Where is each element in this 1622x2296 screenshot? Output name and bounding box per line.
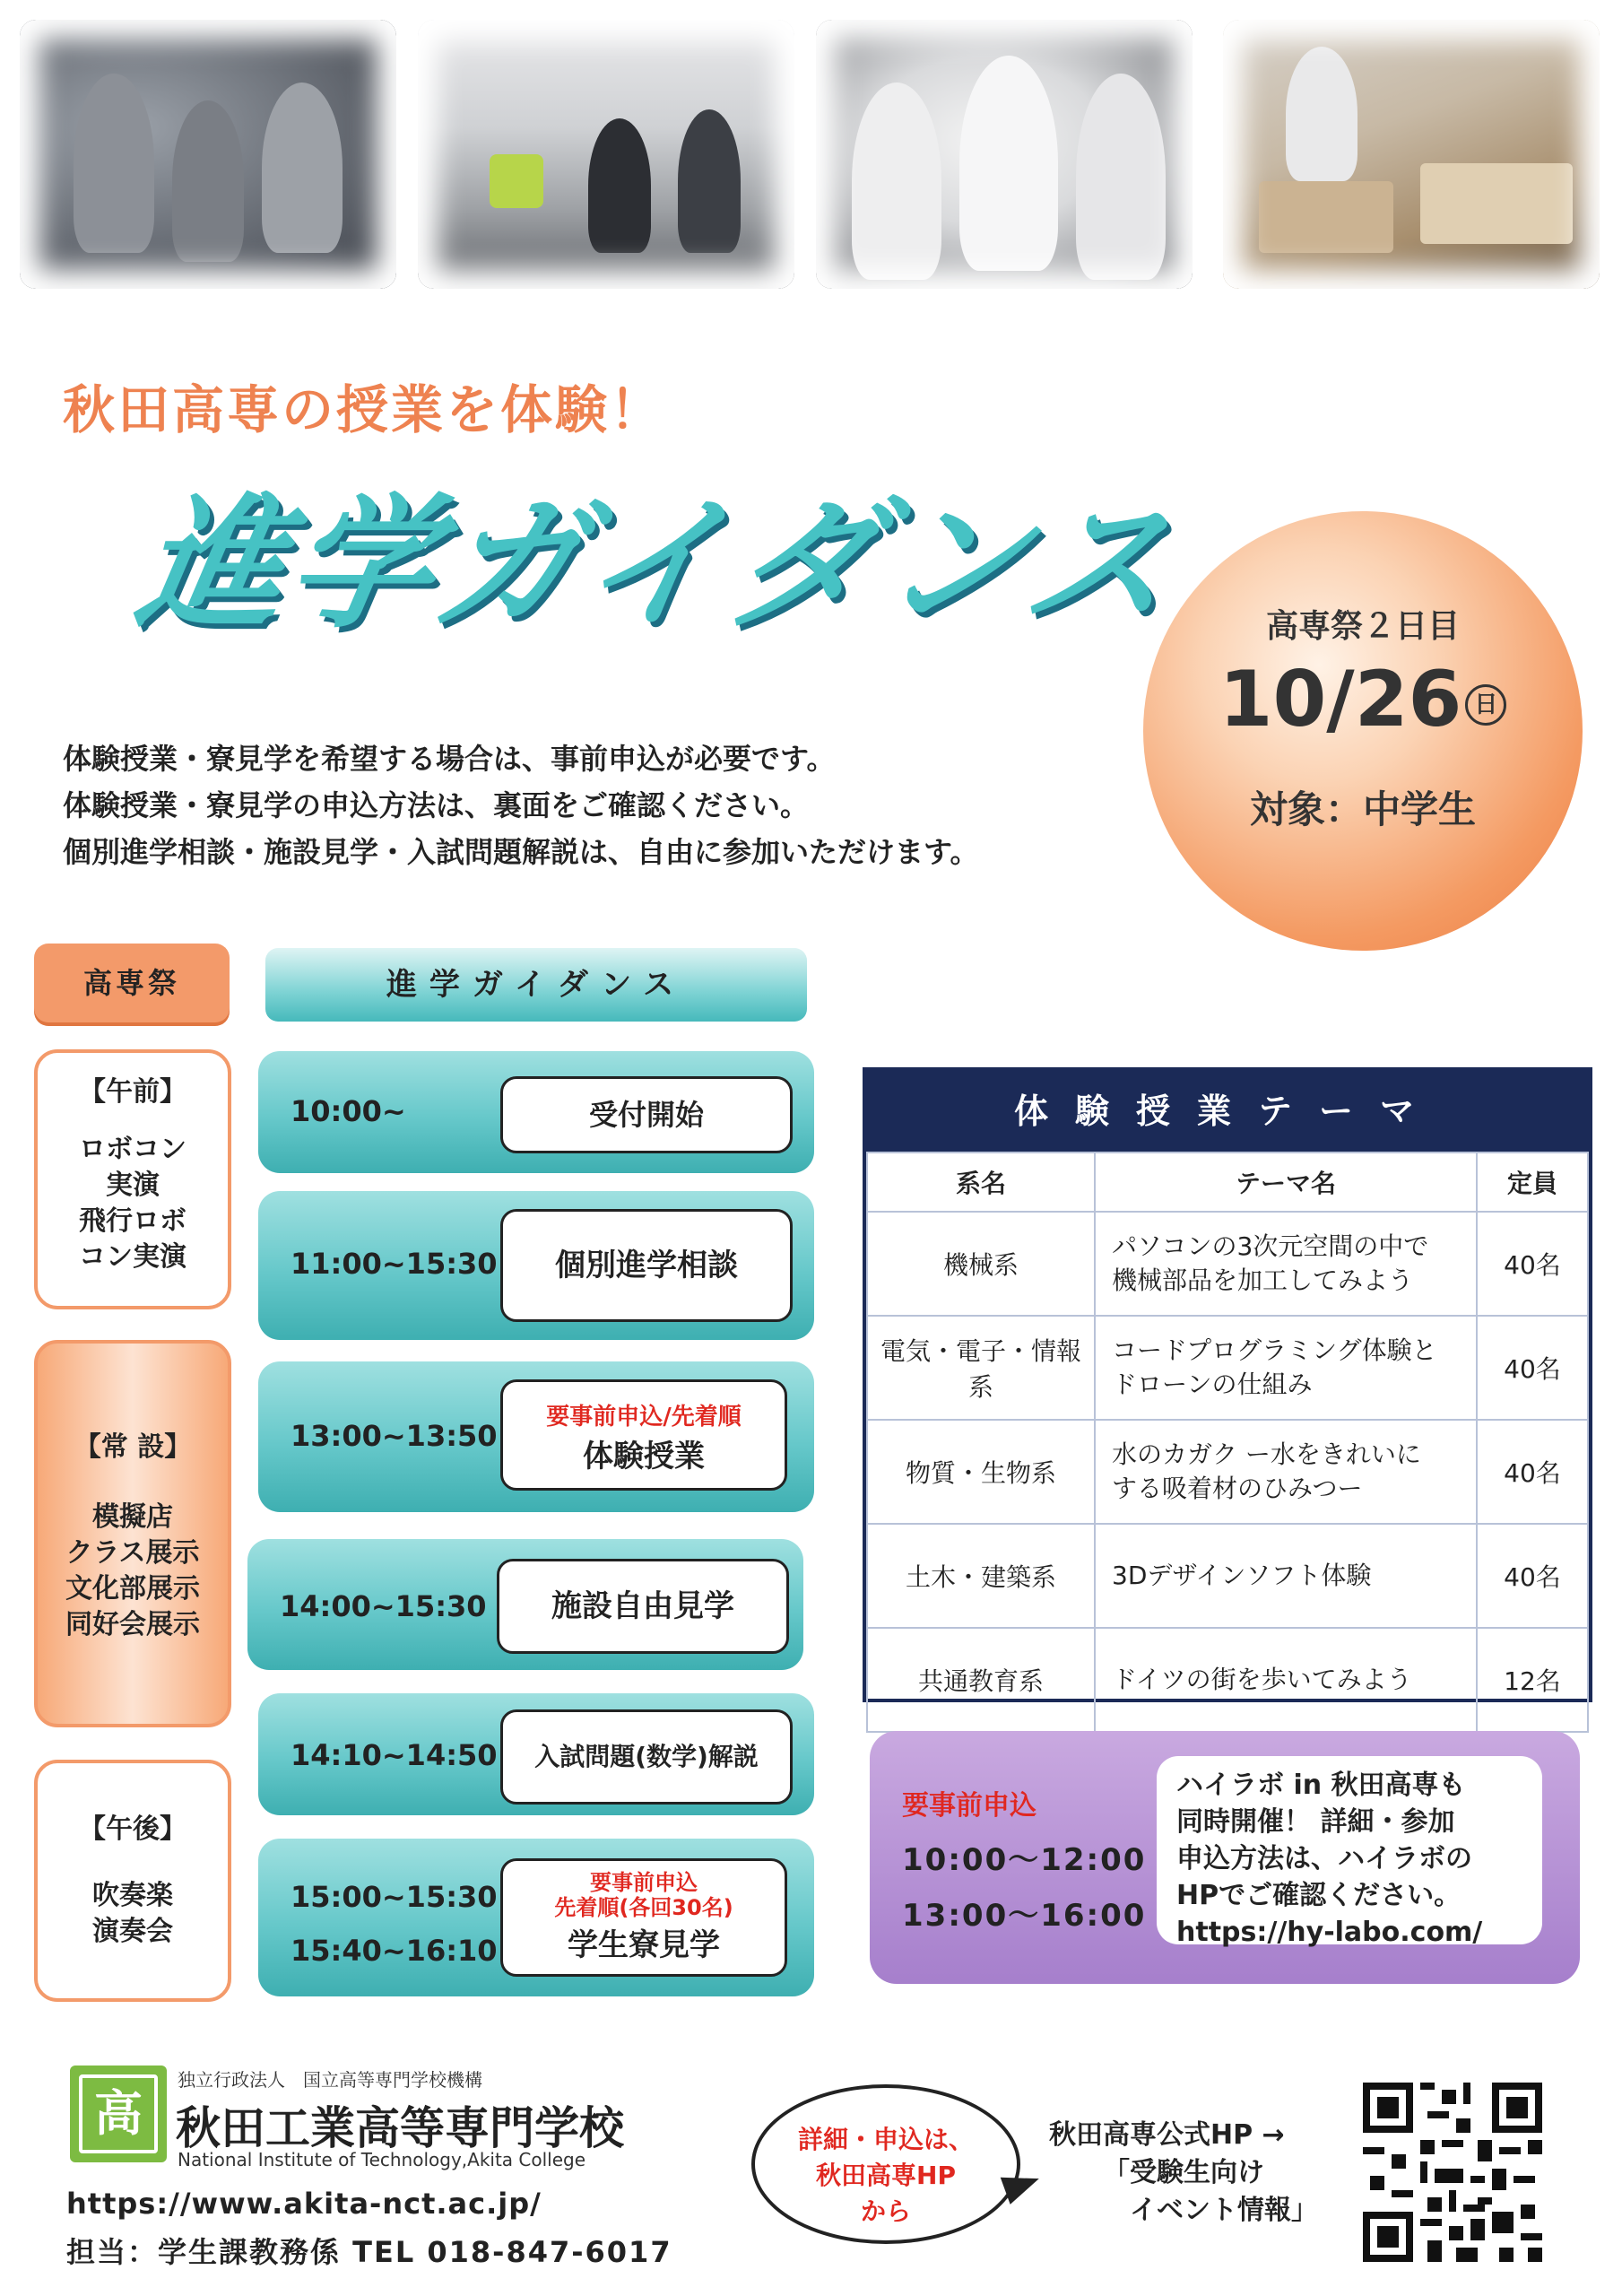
table-header-row (867, 1152, 1588, 1212)
capacity-cell: 12名 (1477, 1628, 1588, 1732)
event-date (1143, 655, 1583, 744)
photo-lab-coats (816, 20, 1193, 289)
qr-code-icon[interactable] (1363, 2083, 1542, 2262)
intro-line: 個別進学相談・施設見学・入試問題解説は、自由に参加いただけます。 (63, 835, 979, 869)
hilabo-line: 同時開催！ 詳細・参加 (1176, 1806, 1455, 1838)
school-url[interactable]: https://www.akita-nct.ac.jp/ (66, 2187, 542, 2221)
link-line: イベント情報」 (1130, 2195, 1318, 2226)
slot-exam-explanation (258, 1693, 814, 1815)
photo-workshop (20, 20, 396, 289)
am-events-box (34, 1049, 231, 1309)
trial-class-themes (863, 1067, 1592, 1702)
slot-time: 15:00~15:30 (291, 1880, 498, 1914)
target-audience: 対象：中学生 (1249, 787, 1476, 831)
table-row (867, 1628, 1588, 1732)
bubble-line: 詳細・申込は、 (797, 2125, 974, 2154)
hilabo-line: 申込方法は、ハイラボの (1176, 1843, 1472, 1874)
logo-mark: 高 (79, 2074, 158, 2153)
pm-item: 吹奏楽 (92, 1880, 173, 1911)
capacity-cell: 40名 (1477, 1420, 1588, 1524)
slot-time: 14:00~15:30 (280, 1589, 487, 1623)
guidance-header: 進学ガイダンス (265, 948, 807, 1022)
link-line: 「受験生向け (1103, 2157, 1264, 2188)
regular-title: 【常 設】 (74, 1431, 192, 1463)
school-name: 秋田工業高等専門学校 (176, 2102, 624, 2154)
col-theme: テーマ名 (1095, 1152, 1477, 1212)
slot-time: 14:10~14:50 (291, 1738, 498, 1772)
subtitle: 秋田高専の授業を体験！ (63, 379, 665, 440)
contact-info: 担当：学生課教務係 TEL 018-847-6017 (66, 2235, 672, 2269)
intro-line: 体験授業・寮見学を希望する場合は、事前申込が必要です。 (63, 742, 836, 776)
festival-day-label: 高専祭２日目 (1265, 608, 1460, 645)
school-logo (70, 2066, 167, 2162)
theme-line: 機械部品を加工してみよう (1112, 1265, 1414, 1295)
am-item: 実演 (106, 1170, 160, 1201)
slot-note-2: 先着順(各回30名) (554, 1895, 733, 1920)
hilabo-time-pm: 13:00～16:00 (902, 1898, 1147, 1934)
theme-cell: ドイツの街を歩いてみよう (1095, 1628, 1477, 1732)
slot-label-box (500, 1379, 787, 1491)
link-line: 秋田高専公式HP → (1049, 2119, 1285, 2151)
capacity-cell: 40名 (1477, 1316, 1588, 1420)
table-row (867, 1316, 1588, 1420)
slot-time-2: 15:40~16:10 (291, 1934, 498, 1968)
slot-label: 入試問題(数学)解説 (500, 1709, 793, 1805)
slot-reception (258, 1051, 814, 1173)
slot-consultation (258, 1191, 814, 1340)
am-title: 【午前】 (79, 1076, 186, 1108)
col-dept: 系名 (867, 1152, 1095, 1212)
slot-note: 要事前申込/先着順 (546, 1404, 742, 1431)
bubble-line: 秋田高専HP (816, 2161, 956, 2190)
am-item: ロボコン (79, 1134, 186, 1165)
dept-cell: 電気・電子・情報系 (867, 1316, 1095, 1420)
dept-cell: 共通教育系 (867, 1628, 1095, 1732)
theme-line: 水のカガク ー水をきれいに (1112, 1439, 1421, 1469)
regular-item: 模擬店 (92, 1501, 173, 1533)
festival-header: 高専祭 (34, 944, 230, 1022)
bubble-line: から (860, 2196, 911, 2226)
slot-label: 施設自由見学 (497, 1559, 789, 1654)
pm-item: 演奏会 (92, 1916, 173, 1947)
date-circle (1143, 511, 1583, 951)
pm-title: 【午後】 (79, 1813, 186, 1845)
dept-cell: 土木・建築系 (867, 1524, 1095, 1628)
slot-time: 13:00~13:50 (291, 1419, 498, 1453)
themes-table (866, 1152, 1589, 1733)
weekday-badge: 日 (1465, 684, 1506, 726)
slot-label: 個別進学相談 (500, 1209, 793, 1322)
slot-facility-tour (247, 1539, 803, 1670)
hilabo-line: ハイラボ in 秋田高専も (1176, 1770, 1466, 1801)
slot-label-box (500, 1858, 787, 1977)
hilabo-time-am: 10:00～12:00 (902, 1842, 1147, 1878)
hilabo-line: HPでご確認ください。 (1176, 1880, 1462, 1911)
hilabo-note (1157, 1756, 1542, 1948)
table-row (867, 1420, 1588, 1524)
theme-cell (1095, 1212, 1477, 1316)
regular-item: クラス展示 (65, 1537, 200, 1569)
col-capacity: 定員 (1477, 1152, 1588, 1212)
am-item: 飛行ロボ (79, 1205, 186, 1237)
page-title: 進学ガイダンス (126, 480, 1192, 648)
school-name-en: National Institute of Technology,Akita College (178, 2149, 586, 2170)
details-bubble (751, 2084, 1020, 2244)
regular-events-box (34, 1340, 231, 1727)
slot-dorm-tour (258, 1839, 814, 1996)
org-parent: 独立行政法人 国立高等専門学校機構 (178, 2069, 482, 2091)
hilabo-required: 要事前申込 (902, 1790, 1037, 1822)
slot-time: 10:00~ (291, 1094, 406, 1128)
intro-line: 体験授業・寮見学の申込方法は、裏面をご確認ください。 (63, 788, 810, 822)
themes-title: 体験授業テーマ (866, 1071, 1589, 1152)
hilabo-box (870, 1731, 1580, 1984)
official-hp-link[interactable] (1049, 2117, 1318, 2230)
table-row (867, 1212, 1588, 1316)
regular-item: 文化部展示 (65, 1573, 200, 1605)
slot-note: 要事前申込 (590, 1870, 698, 1895)
slot-label: 受付開始 (500, 1076, 793, 1153)
regular-item: 同好会展示 (65, 1609, 200, 1640)
theme-line: コードプログラミング体験と (1112, 1335, 1437, 1365)
pm-events-box (34, 1760, 231, 2002)
slot-label: 体験授業 (583, 1439, 705, 1474)
theme-line: パソコンの3次元空間の中で (1112, 1231, 1429, 1261)
intro-text (63, 735, 978, 875)
am-item: コン実演 (79, 1241, 186, 1273)
theme-line: ドローンの仕組み (1112, 1370, 1313, 1399)
dept-cell: 機械系 (867, 1212, 1095, 1316)
dept-cell: 物質・生物系 (867, 1420, 1095, 1524)
theme-cell (1095, 1420, 1477, 1524)
capacity-cell: 40名 (1477, 1212, 1588, 1316)
slot-trial-class (258, 1361, 814, 1512)
slot-time: 11:00~15:30 (291, 1247, 498, 1281)
photo-computer-room (418, 20, 794, 289)
slot-label: 学生寮見学 (568, 1927, 720, 1963)
photo-models (1223, 20, 1600, 289)
theme-cell: 3Dデザインソフト体験 (1095, 1524, 1477, 1628)
table-row (867, 1524, 1588, 1628)
date-text: 10/26 (1219, 655, 1462, 744)
theme-line: する吸着材のひみつー (1112, 1474, 1363, 1503)
capacity-cell: 40名 (1477, 1524, 1588, 1628)
hilabo-url[interactable]: https://hy-labo.com/ (1176, 1917, 1483, 1948)
theme-cell (1095, 1316, 1477, 1420)
